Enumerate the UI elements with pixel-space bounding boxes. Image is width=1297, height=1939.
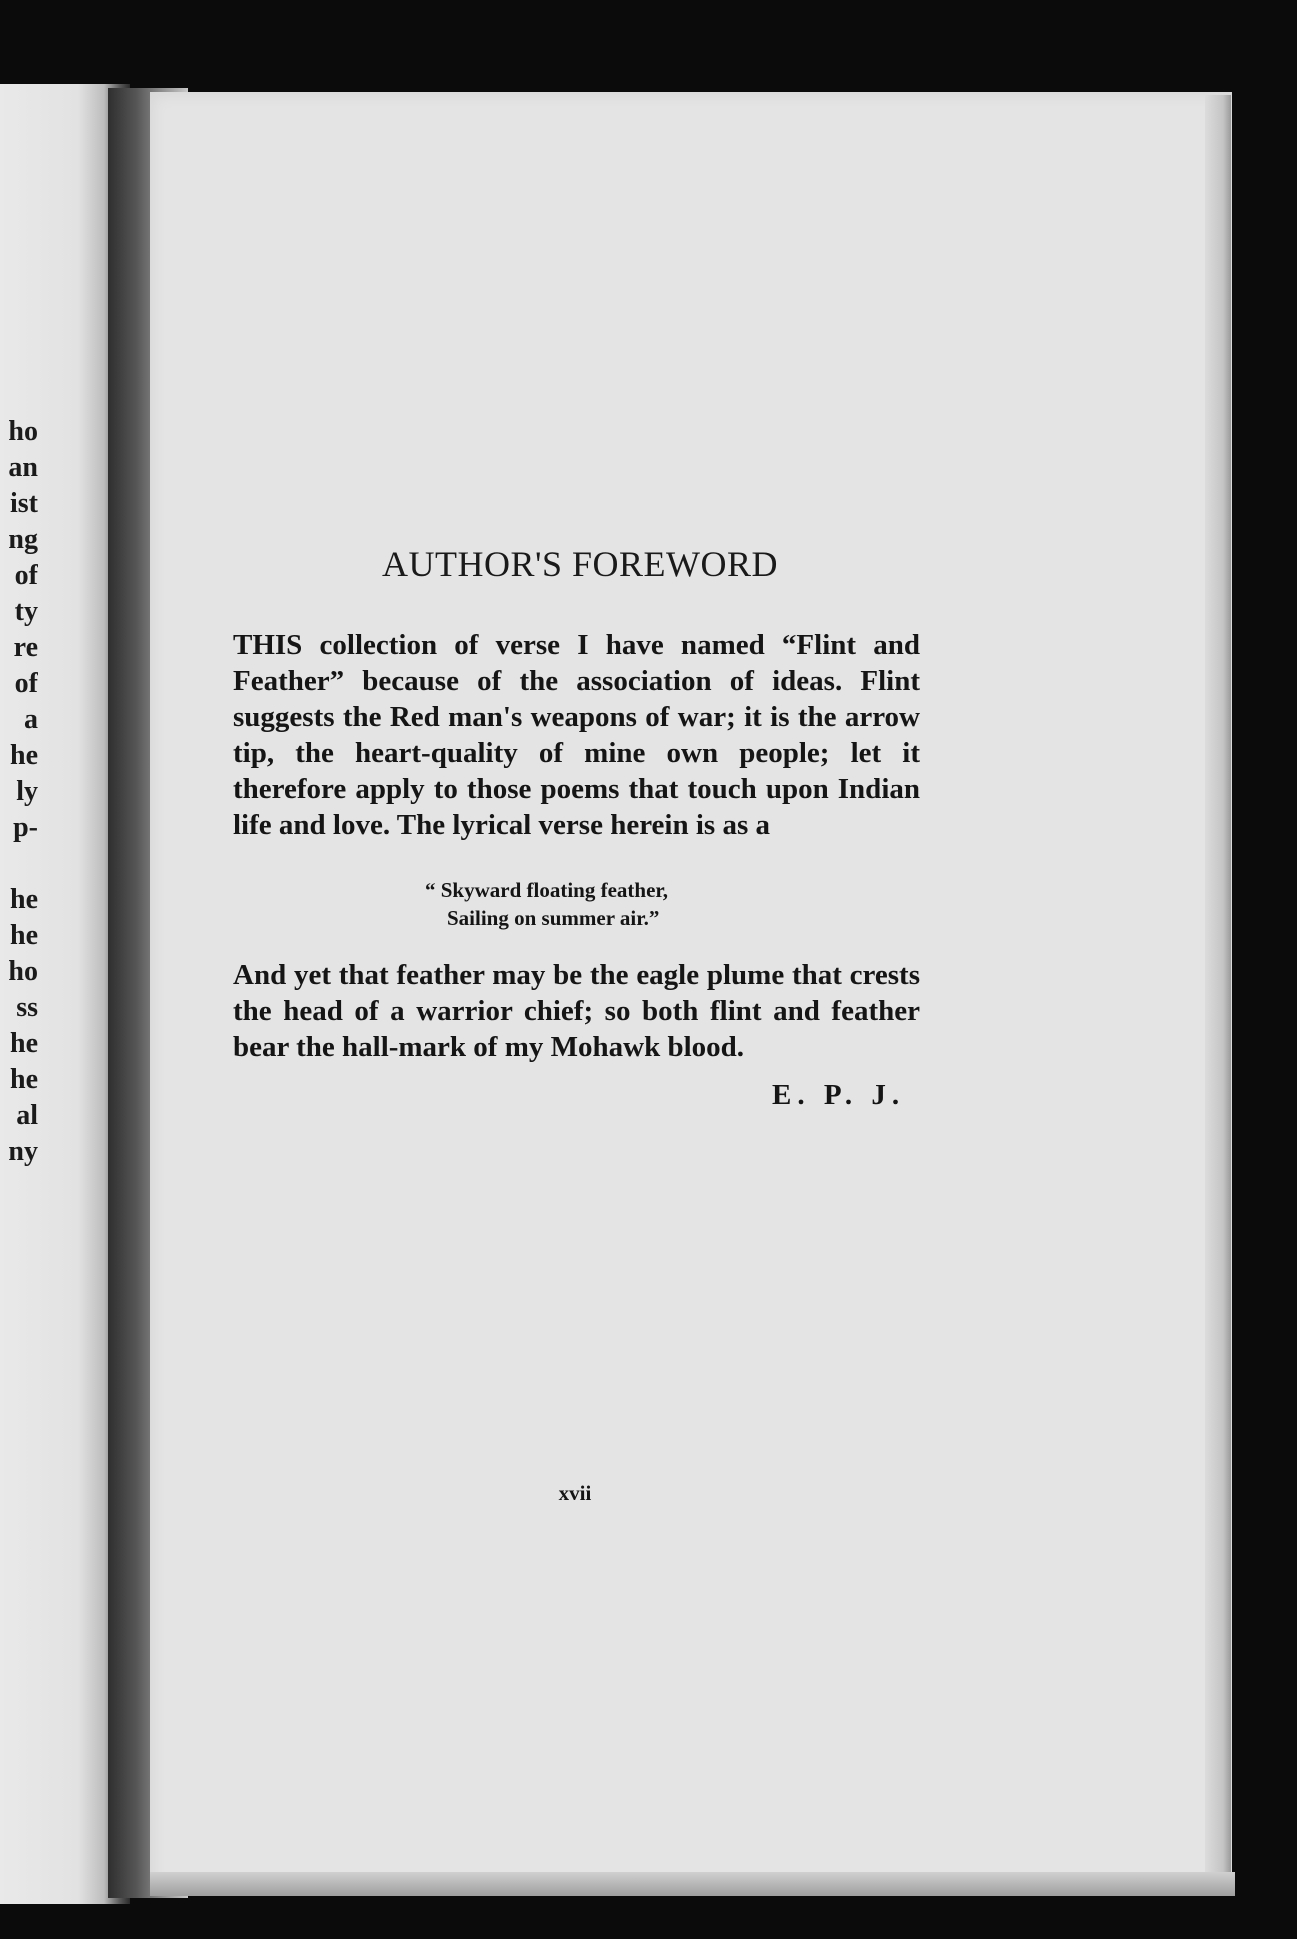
- page-bottom-edge: [150, 1872, 1235, 1896]
- fragment-line: ty: [14, 596, 38, 627]
- fragment-line: he: [10, 740, 38, 771]
- fragment-line: a: [24, 704, 38, 735]
- page-title: AUTHOR'S FOREWORD: [381, 544, 778, 584]
- fragment-line: of: [14, 668, 38, 699]
- verse-quotation: [425, 876, 765, 932]
- foreword-paragraph-2: And yet that feather may be the eagle plume that crests the head of a warrior chief; so both flint and feather bear the hall-mark of my Mohawk blood.: [233, 959, 920, 1063]
- quote-line-1: “ Skyward floating feather,: [425, 878, 669, 902]
- foreword-paragraph-1: THIS collection of verse I have named “Flint and Feather” because of the association of ideas. Flint suggests the Red man's weapons of war; it is the arrow tip, the heart-quality of mine own people; let it therefore apply to those poems that touch upon Indian life and love. The lyrical verse herein is as a: [233, 629, 920, 841]
- fragment-line: he: [10, 884, 38, 915]
- fragment-line: ho: [8, 416, 38, 447]
- fragment-line: he: [10, 1028, 38, 1059]
- fragment-line: he: [10, 920, 38, 951]
- fragment-line: ly: [16, 776, 38, 807]
- fragment-line: ng: [8, 524, 38, 555]
- fragment-line: re: [13, 632, 38, 663]
- fragment-line: p-: [13, 812, 38, 843]
- page-fore-edge: [1205, 95, 1231, 1890]
- facing-page-text-fragments: [0, 414, 38, 1170]
- fragment-line: an: [8, 452, 38, 483]
- author-initials: E. P. J.: [772, 1079, 906, 1111]
- fragment-line: he: [10, 1064, 38, 1095]
- quote-line-2: Sailing on summer air.”: [447, 906, 660, 930]
- page-number: xvii: [558, 1481, 592, 1505]
- fragment-line: ho: [8, 956, 38, 987]
- fragment-line: ss: [16, 992, 38, 1023]
- fragment-line: ist: [10, 488, 38, 519]
- fragment-line: of: [14, 560, 38, 591]
- fragment-line: al: [16, 1100, 38, 1131]
- fragment-line: ny: [8, 1136, 38, 1167]
